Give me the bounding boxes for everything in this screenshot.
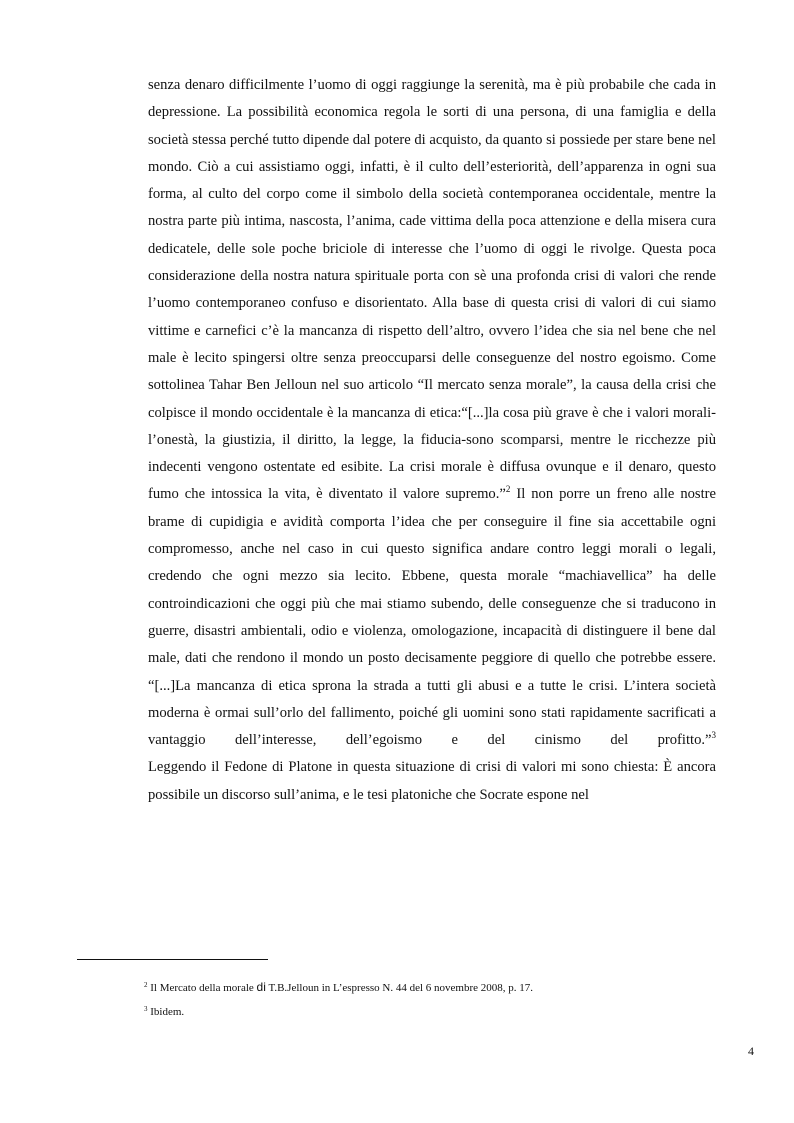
quote-text: “[...]La mancanza di etica sprona la strada a tutti gli abusi e a tutte le crisi. L’intera società moderna è ormai sull’orlo del fallimento, poiché gli uomini sono stati rapidamente sacrificati a vantaggio dell’interesse, dell’egoismo e del cinismo del profitto.” [148,677,716,749]
paragraph-1-continued: Il non porre un freno alle nostre brame di cupidigia e avidità comporta l’idea che per conseguire il fine sia accettabile ogni compromesso, anche nel caso in cui questo significa andare contro leggi morali o legali, credendo che ogni mezzo sia lecito. Ebbene, questa morale “machiavellica” ha delle controindicazioni che oggi più che mai stiamo subendo, delle conseguenze che si traducono in guerre, disastri ambientali, odio e violenza, omologazione, incapacità di distinguere il bene dal male, dati che rendono il mondo un posto decisamente peggiore di quello che potrebbe essere. [148,486,717,667]
body-text [148,72,716,809]
footnote-number: 3 [144,1005,148,1013]
paragraph-3: Leggendo il Fedone di Platone in questa situazione di crisi di valori mi sono chiesta: È ancora possibile un discorso sull’anima, e le tesi platoniche che Socrate espone nel [148,759,716,803]
footnote-ref-3[interactable]: 3 [711,730,716,741]
footnote-text: di [256,980,266,994]
paragraph-1-text: senza denaro difficilmente l’uomo di oggi raggiunge la serenità, ma è più probabile che cada in depressione. La possibilità economica regola le sorti di una persona, di una famiglia e della società stessa perché tutto dipende dal potere di acquisto, da quanto si possiede per stare bene nel mondo. Ciò a cui assistiamo oggi, infatti, è il culto dell’esteriorità, dell’apparenza in ogni sua forma, al culto del corpo come il simbolo della società contemporanea occidentale, mentre la nostra parte più intima, nascosta, l’anima, cade vittima della poca attenzione e della misera cura dedicatele, delle sole poche briciole di interesse che l’uomo di oggi le rivolge. Questa poca considerazione della nostra natura spirituale porta con sè una profonda crisi di valori che rende l’uomo contemporaneo confuso e disorientato. Alla base di questa crisi di valori di cui siamo vittime e carnefici c’è la mancanza di rispetto dell’altro, ovvero l’idea che sia nel bene che nel male è lecito spingersi oltre senza preoccuparsi delle conseguenze del nostro egoismo. Come sottolinea Tahar Ben Jelloun nel suo articolo “Il mercato senza morale”, la causa della crisi che colpisce il mondo occidentale è la mancanza di etica:“[...]la cosa più grave è che i valori morali-l’onestà, la giustizia, il diritto, la legge, la fiducia-sono scomparsi, mentre le ricchezze più indecenti vengono ostentate ed esibite. La crisi morale è diffusa ovunque e il denaro, questo fumo che intossica la vita, è diventato il valore supremo.” [148,77,716,503]
footnote-text: Il Mercato della morale [147,982,257,994]
footnote-separator [77,959,268,960]
footnote-ref-2[interactable]: 2 [505,484,511,495]
page-number: 4 [748,1044,754,1058]
footnote-text: T.B.Jelloun in L’espresso N. 44 del 6 novembre 2008, p. 17. [265,982,534,994]
footnote-2 [144,980,704,995]
footnote-3 [144,1005,704,1019]
footnotes [144,980,704,1029]
footnote-text: Ibidem. [147,1006,185,1018]
footnote-number: 2 [144,981,148,989]
paragraph-2 [148,673,716,755]
paragraph-1 [148,72,716,673]
